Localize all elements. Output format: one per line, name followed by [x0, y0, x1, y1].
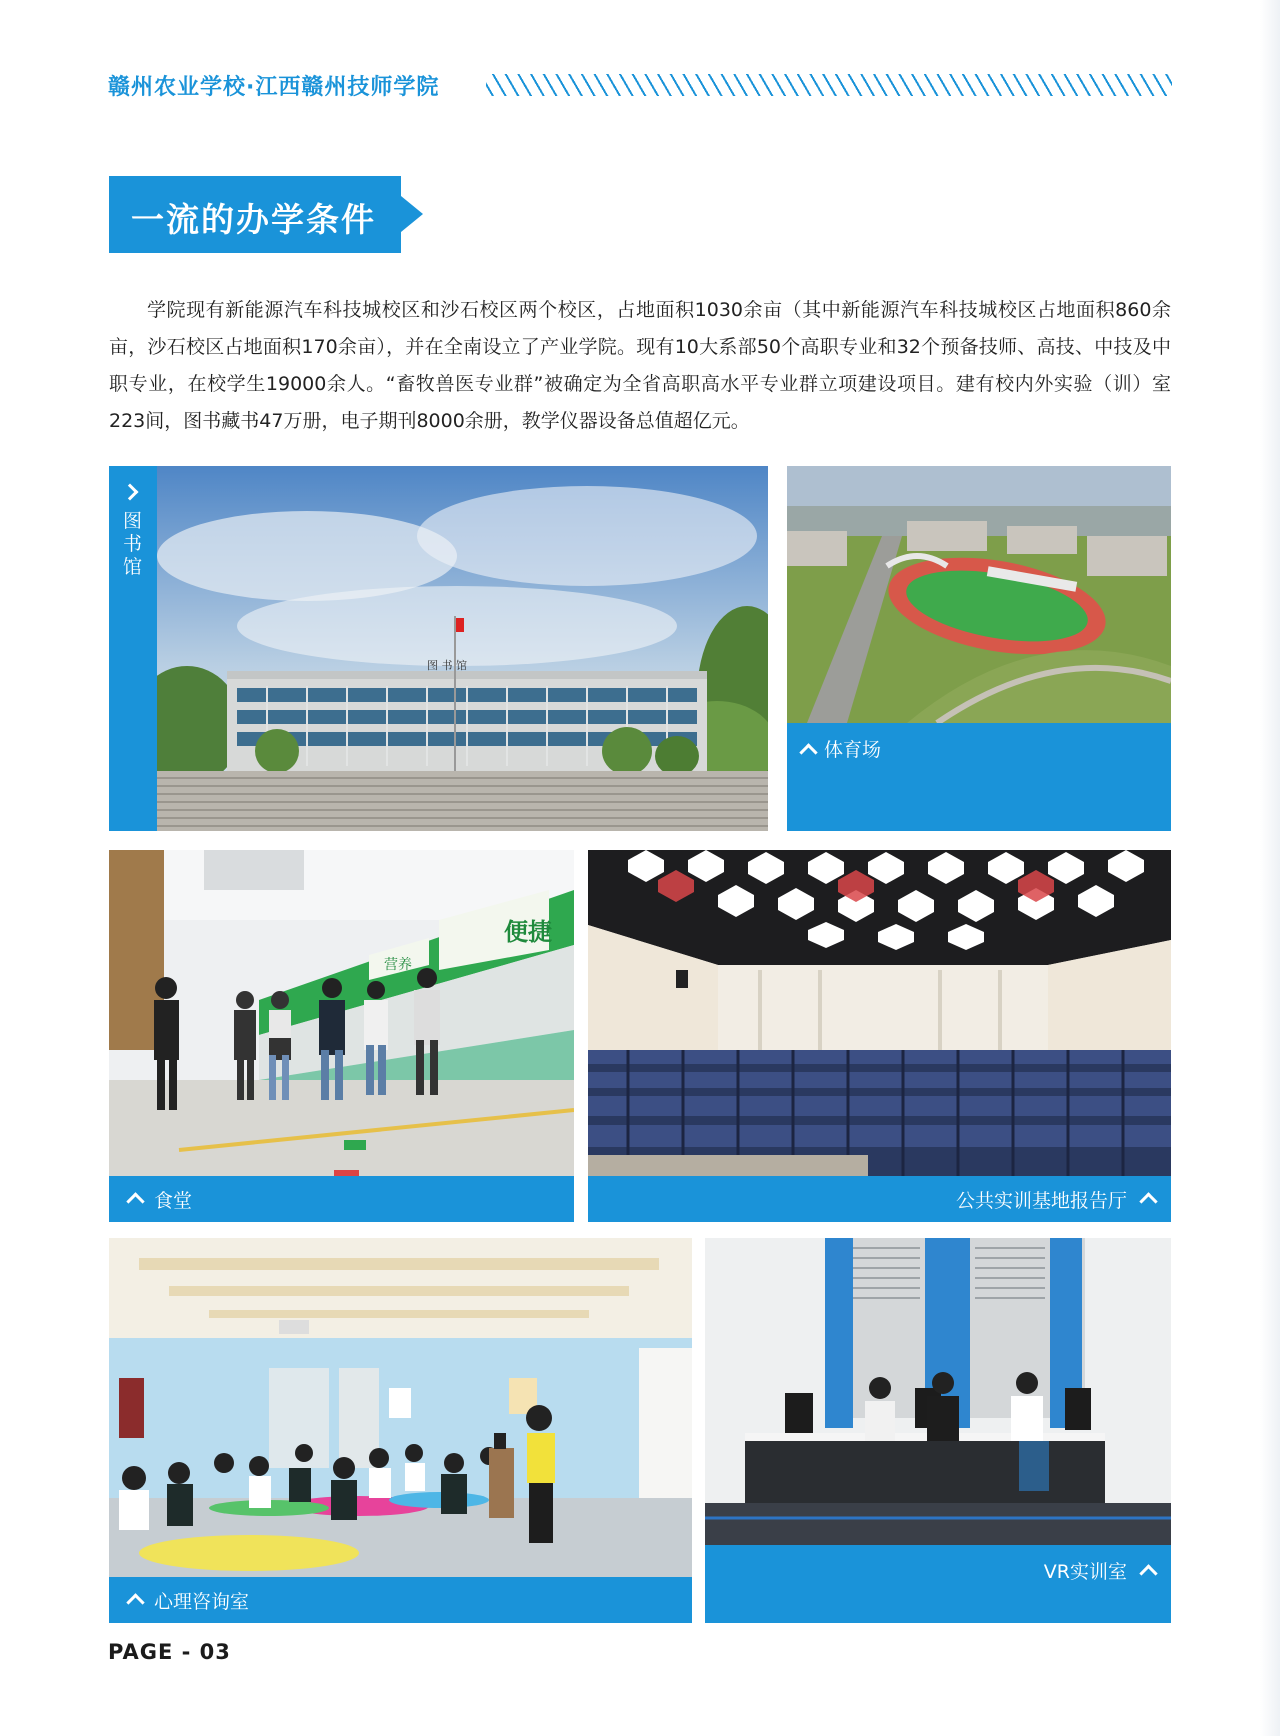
auditorium-photo: [588, 850, 1171, 1176]
counseling-caption: [109, 1577, 692, 1623]
vr-lab-image: [705, 1238, 1171, 1545]
counseling-label: 心理咨询室: [154, 1591, 250, 1613]
chevron-up-icon: [799, 743, 817, 761]
vr-lab-photo: [705, 1238, 1171, 1545]
chevron-up-icon: [126, 1192, 144, 1210]
canteen-sign2: 营养: [384, 957, 412, 973]
header-title: 赣州农业学校·江西赣州技师学院: [108, 75, 440, 100]
auditorium-label: 公共实训基地报告厅: [955, 1190, 1127, 1212]
chevron-right-icon: [122, 484, 139, 501]
chevron-up-icon: [126, 1593, 144, 1611]
library-label: 图书馆: [123, 510, 143, 578]
vr-lab-label: VR实训室: [1043, 1561, 1127, 1583]
section-title: 一流的办学条件: [131, 200, 376, 239]
canteen-photo: [109, 850, 574, 1176]
library-label-strip: [109, 466, 157, 831]
library-photo: [157, 466, 768, 831]
canteen-caption: [109, 1176, 574, 1222]
chevron-up-icon: [1139, 1564, 1157, 1582]
vr-lab-caption: [705, 1545, 1171, 1623]
page-edge: [1260, 0, 1280, 1736]
stadium-photo: [787, 466, 1171, 723]
counseling-photo: [109, 1238, 692, 1577]
auditorium-caption: [588, 1176, 1171, 1222]
stadium-image: [787, 466, 1171, 723]
page-number: PAGE - 03: [108, 1640, 231, 1664]
chevron-up-icon: [1139, 1192, 1157, 1210]
stadium-caption: [787, 723, 1171, 831]
canteen-sign1: 便捷: [504, 918, 552, 946]
counseling-image: [109, 1238, 692, 1577]
intro-paragraph: 学院现有新能源汽车科技城校区和沙石校区两个校区，占地面积1030余亩（其中新能源汽车科技城校区占地面积860余亩，沙石校区占地面积170余亩），并在全南设立了产业学院。现有10大系部50个高职专业和32个预备技师、高技、中技及中职专业，在校学生19000余人。“畜牧兽医专业群”被确定为全省高职高水平专业群立项建设项目。建有校内外实验（训）室223间，图书藏书47万册，电子期刊8000余册，教学仪器设备总值超亿元。: [109, 299, 1171, 432]
auditorium-image: [588, 850, 1171, 1176]
section-tag: [109, 176, 401, 253]
library-sign: 图 书 馆: [427, 659, 467, 672]
canteen-label: 食堂: [154, 1190, 193, 1212]
canteen-image: [109, 850, 574, 1176]
library-image: [157, 466, 768, 831]
stadium-label: 体育场: [824, 739, 882, 761]
header-hatch-decoration: [486, 74, 1172, 96]
